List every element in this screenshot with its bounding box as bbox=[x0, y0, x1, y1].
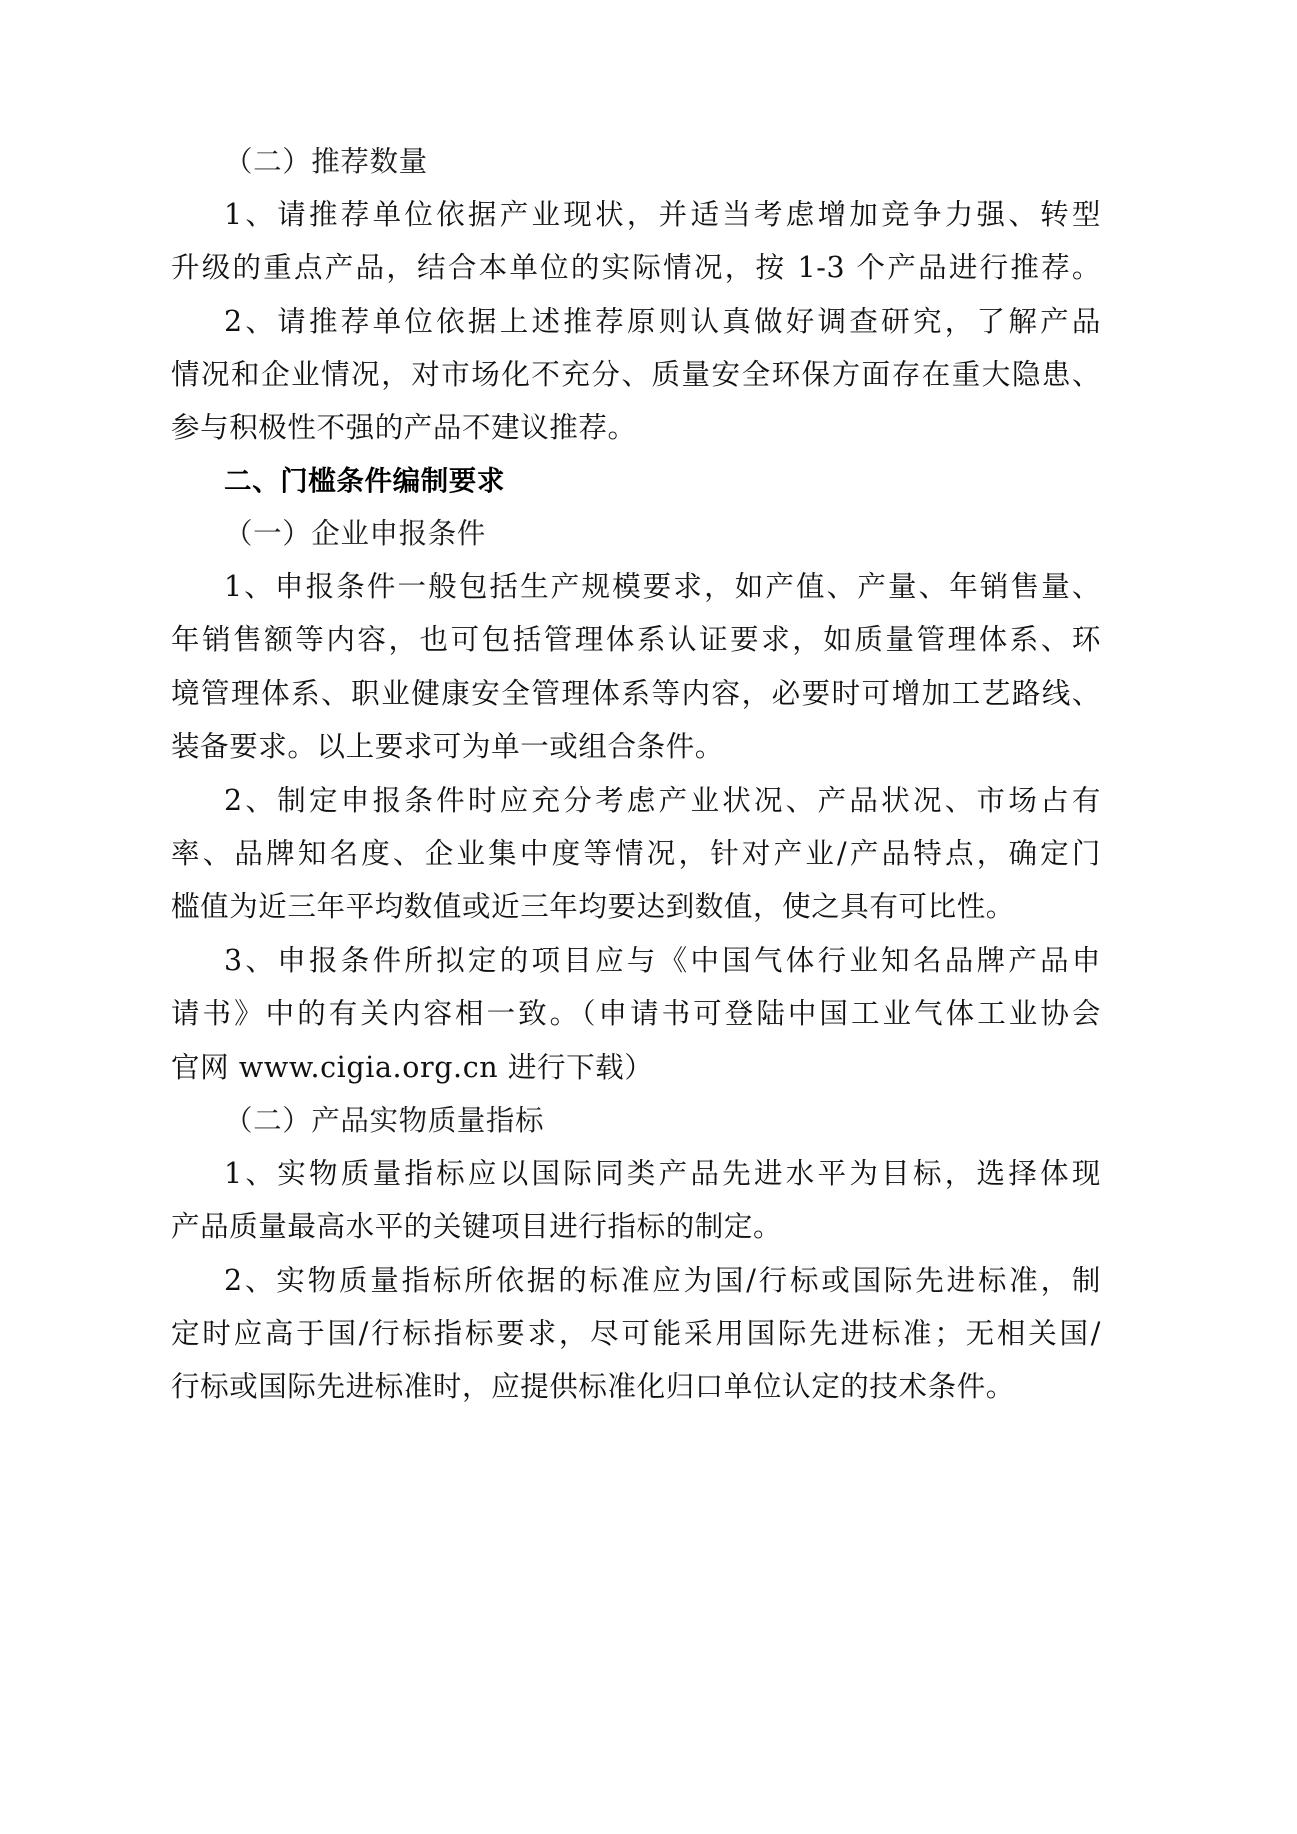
paragraph-line-with-website: 官网 www.cigia.org.cn 进行下载） bbox=[171, 1051, 654, 1084]
paragraph-line: 升级的重点产品，结合本单位的实际情况，按 1-3 个产品进行推荐。 bbox=[171, 251, 1101, 284]
paragraph-line: 3、申报条件所拟定的项目应与《中国气体行业知名品牌产品申 bbox=[224, 944, 1101, 977]
paragraph-line: 槛值为近三年平均数值或近三年均要达到数值，使之具有可比性。 bbox=[171, 890, 1015, 923]
paragraph-line: 1、实物质量指标应以国际同类产品先进水平为目标，选择体现 bbox=[224, 1157, 1101, 1190]
paragraph-line: 参与积极性不强的产品不建议推荐。 bbox=[171, 411, 637, 444]
paragraph-line: 请书》中的有关内容相一致。（申请书可登陆中国工业气体工业协会 bbox=[171, 997, 1101, 1030]
section-heading-threshold-requirements: 二、门槛条件编制要求 bbox=[224, 465, 505, 497]
paragraph-line: 率、品牌知名度、企业集中度等情况，针对产业/产品特点，确定门 bbox=[171, 837, 1101, 870]
paragraph-line: 定时应高于国/行标指标要求，尽可能采用国际先进标准；无相关国/ bbox=[171, 1317, 1101, 1350]
paragraph-line: 产品质量最高水平的关键项目进行指标的制定。 bbox=[171, 1210, 783, 1243]
paragraph-line: 1、申报条件一般包括生产规模要求，如产值、产量、年销售量、 bbox=[224, 570, 1101, 603]
paragraph-line: 2、请推荐单位依据上述推荐原则认真做好调查研究，了解产品 bbox=[224, 305, 1101, 338]
sub-heading-quality-indicators: （二）产品实物质量指标 bbox=[224, 1104, 545, 1137]
paragraph-line: 2、制定申报条件时应充分考虑产业状况、产品状况、市场占有 bbox=[224, 784, 1101, 817]
sub-heading-recommend-quantity: （二）推荐数量 bbox=[224, 145, 428, 178]
paragraph-line: 装备要求。以上要求可为单一或组合条件。 bbox=[171, 730, 724, 763]
paragraph-line: 1、请推荐单位依据产业现状，并适当考虑增加竞争力强、转型 bbox=[224, 198, 1101, 231]
paragraph-line: 2、实物质量指标所依据的标准应为国/行标或国际先进标准，制 bbox=[224, 1264, 1101, 1297]
paragraph-line: 境管理体系、职业健康安全管理体系等内容，必要时可增加工艺路线、 bbox=[171, 677, 1101, 710]
sub-heading-enterprise-conditions: （一）企业申报条件 bbox=[224, 517, 486, 550]
paragraph-line: 情况和企业情况，对市场化不充分、质量安全环保方面存在重大隐患、 bbox=[171, 358, 1101, 391]
paragraph-line: 年销售额等内容，也可包括管理体系认证要求，如质量管理体系、环 bbox=[171, 623, 1101, 656]
paragraph-line: 行标或国际先进标准时，应提供标准化归口单位认定的技术条件。 bbox=[171, 1370, 1015, 1403]
